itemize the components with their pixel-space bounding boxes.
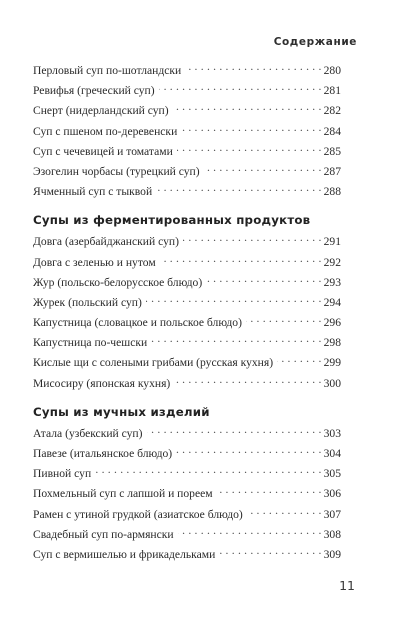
toc-entry-page: 300 — [323, 376, 341, 390]
toc-entry-page: 291 — [323, 235, 341, 249]
toc-entry — [33, 483, 341, 503]
dot-leader — [177, 141, 322, 155]
toc-entry-title: Суп с пшеном по-деревенски — [33, 124, 178, 138]
dot-leader — [204, 161, 322, 175]
toc-entry-title: Капустница (словацкое и польское блюдо) — [33, 316, 242, 330]
toc-entry-page: 280 — [323, 64, 341, 77]
dot-leader — [277, 352, 322, 366]
running-head: Содержание — [273, 36, 357, 48]
dot-leader — [246, 312, 322, 326]
toc-entry — [33, 141, 341, 161]
toc-entry-page: 305 — [323, 467, 341, 481]
toc-entry-title: Снерт (нидерландский суп) — [33, 104, 169, 118]
dot-leader — [247, 504, 322, 518]
toc-entry-page: 284 — [323, 124, 341, 138]
table-of-contents — [33, 60, 341, 564]
toc-entry — [33, 231, 341, 251]
toc-entry-page: 308 — [323, 527, 341, 541]
toc-entry-title: Эзогелин чорбасы (турецкий суп) — [33, 164, 200, 178]
toc-entry-page: 281 — [323, 84, 341, 98]
dot-leader — [178, 524, 322, 538]
toc-entry-page: 294 — [323, 295, 341, 309]
section-heading: Супы из ферментированных продуктов — [33, 213, 311, 228]
toc-entry-page: 298 — [323, 336, 341, 350]
toc-entry-title: Ревифья (греческий суп) — [33, 84, 155, 98]
dot-leader — [95, 463, 321, 477]
toc-entry-title: Капустница по-чешски — [33, 336, 148, 350]
toc-entry — [33, 373, 341, 393]
section-heading: Супы из мучных изделий — [33, 404, 210, 419]
toc-entry-title: Перловый суп по-шотландски — [33, 64, 182, 77]
dot-leader — [156, 181, 321, 195]
toc-entry-page: 282 — [323, 104, 341, 118]
toc-entry-title: Журек (польский суп) — [33, 295, 142, 309]
toc-entry — [33, 443, 341, 463]
dot-leader — [160, 252, 322, 266]
toc-entry-title: Рамен с утиной грудкой (азиатское блюдо) — [33, 507, 243, 521]
dot-leader — [206, 272, 321, 286]
toc-entry — [33, 352, 341, 372]
toc-entry-page: 303 — [323, 426, 341, 440]
toc-entry-title: Ячменный суп с тыквой — [33, 185, 153, 199]
toc-entry-title: Похмельный суп с лапшой и пореем — [33, 487, 213, 501]
toc-entry — [33, 272, 341, 292]
toc-entry — [33, 332, 341, 352]
toc-entry — [33, 423, 341, 443]
toc-entry-page: 307 — [323, 507, 341, 521]
toc-entry — [33, 60, 341, 80]
dot-leader — [181, 121, 321, 135]
toc-entry — [33, 181, 341, 201]
dot-leader — [185, 60, 321, 74]
page-number: 11 — [339, 578, 355, 593]
dot-leader — [217, 483, 322, 497]
dot-leader — [183, 231, 322, 245]
toc-entry-title: Павезе (итальянское блюдо) — [33, 447, 173, 460]
dot-leader — [146, 292, 322, 306]
toc-entry-page: 306 — [323, 487, 341, 501]
toc-entry-title: Довга с зеленью и нутом — [33, 255, 156, 269]
dot-leader — [173, 100, 322, 114]
toc-entry-page: 287 — [323, 164, 341, 178]
toc-entry — [33, 544, 341, 564]
toc-entry — [33, 100, 341, 120]
toc-entry-page: 293 — [323, 275, 341, 289]
toc-entry-title: Суп с чечевицей и томатами — [33, 144, 173, 158]
toc-entry — [33, 80, 341, 100]
toc-entry-title: Суп с вермишелью и фрикадельками — [33, 547, 216, 561]
toc-entry-title: Жур (польско-белорусское блюдо) — [33, 275, 203, 289]
toc-entry-title: Атала (узбекский суп) — [33, 426, 143, 440]
toc-entry-title: Мисосиру (японская кухня) — [33, 376, 171, 390]
toc-entry-page: 309 — [323, 547, 341, 561]
toc-entry-page: 296 — [323, 316, 341, 330]
toc-entry-page: 292 — [323, 255, 341, 269]
toc-entry — [33, 504, 341, 524]
toc-entry — [33, 312, 341, 332]
dot-leader — [219, 544, 321, 558]
toc-entry-page: 285 — [323, 144, 341, 158]
toc-entry-title: Пивной суп — [33, 467, 92, 481]
toc-entry-title: Кислые щи с солеными грибами (русская кухня) — [33, 356, 274, 370]
dot-leader — [151, 332, 321, 346]
dot-leader — [147, 423, 322, 437]
toc-entry-page: 299 — [323, 356, 341, 370]
dot-leader — [176, 443, 321, 457]
toc-entry-page: 304 — [323, 447, 341, 460]
dot-leader — [159, 80, 322, 94]
toc-entry-title: Свадебный суп по-армянски — [33, 527, 174, 541]
toc-entry — [33, 121, 341, 141]
toc-entry — [33, 524, 341, 544]
toc-entry — [33, 463, 341, 483]
toc-entry-title: Довга (азербайджанский суп) — [33, 235, 179, 249]
toc-entry — [33, 161, 341, 181]
toc-entry — [33, 292, 341, 312]
toc-entry-page: 288 — [323, 185, 341, 199]
dot-leader — [174, 373, 321, 387]
toc-entry — [33, 252, 341, 272]
